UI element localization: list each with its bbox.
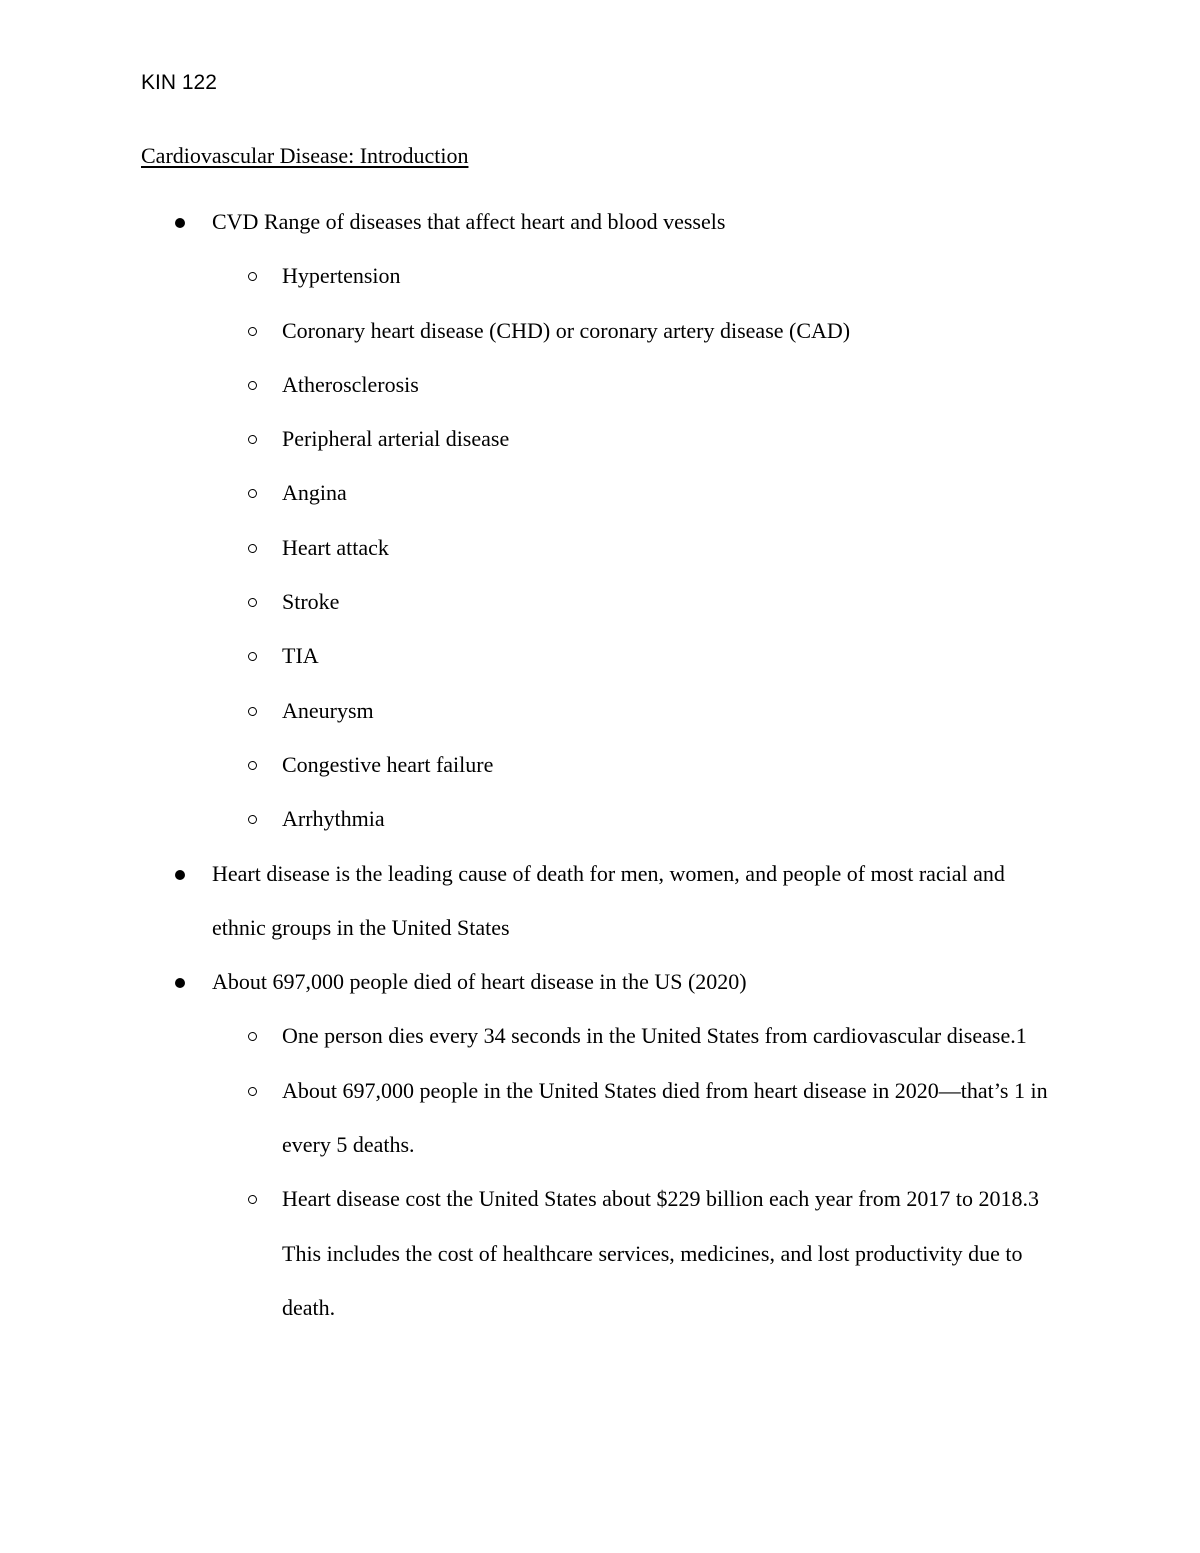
bullet-text: Heart disease is the leading cause of death for men, women, and people of most racial and ethnic groups in the United States <box>212 860 1005 940</box>
sub-bullet-item <box>0 358 1200 412</box>
sub-bullet-list <box>0 1009 1200 1335</box>
sub-bullet-text: Aneurysm <box>282 697 374 723</box>
sub-bullet-text: One person dies every 34 seconds in the United States from cardiovascular disease.1 <box>282 1023 1027 1049</box>
bullet-text: About 697,000 people died of heart disease in the US (2020) <box>212 969 747 995</box>
bullet-item <box>0 195 1200 847</box>
sub-bullet-text: Congestive heart failure <box>282 751 494 777</box>
sub-bullet-item <box>0 466 1200 520</box>
sub-bullet-item <box>0 412 1200 466</box>
sub-bullet-text: About 697,000 people in the United States died from heart disease in 2020—that’s 1 in every 5 deaths. <box>282 1077 1048 1158</box>
sub-bullet-item <box>0 738 1200 792</box>
sub-bullet-text: Stroke <box>282 589 340 615</box>
sub-bullet-item <box>0 249 1200 303</box>
hollow-bullet-icon <box>248 1195 257 1204</box>
hollow-bullet-icon <box>248 489 257 498</box>
sub-bullet-text: TIA <box>282 643 319 669</box>
sub-bullet-text: Angina <box>282 480 347 506</box>
sub-bullet-item <box>0 1009 1200 1063</box>
hollow-bullet-icon <box>248 707 257 716</box>
sub-bullet-text: Peripheral arterial disease <box>282 426 510 452</box>
hollow-bullet-icon <box>248 652 257 661</box>
hollow-bullet-icon <box>248 761 257 770</box>
sub-bullet-text: Heart disease cost the United States about $229 billion each year from 2017 to 2018.3 This includes the cost of healthcare services, medicines, and lost productivity due to death. <box>282 1186 1039 1320</box>
hollow-bullet-icon <box>248 598 257 607</box>
bullet-item <box>0 847 1200 956</box>
sub-bullet-item <box>0 792 1200 846</box>
hollow-bullet-icon <box>248 1032 257 1041</box>
filled-bullet-icon <box>175 870 185 880</box>
document-body <box>0 195 1200 1335</box>
bullet-list <box>0 195 1200 1335</box>
filled-bullet-icon <box>175 978 185 988</box>
sub-bullet-item <box>0 521 1200 575</box>
sub-bullet-list <box>0 249 1200 846</box>
sub-bullet-item <box>0 1172 1200 1335</box>
filled-bullet-icon <box>175 218 185 228</box>
hollow-bullet-icon <box>248 815 257 824</box>
hollow-bullet-icon <box>248 1087 257 1096</box>
bullet-text: CVD Range of diseases that affect heart and blood vessels <box>212 209 726 234</box>
sub-bullet-item <box>0 575 1200 629</box>
sub-bullet-item <box>0 1064 1200 1173</box>
sub-bullet-item <box>0 684 1200 738</box>
sub-bullet-text: Heart attack <box>282 534 389 560</box>
sub-bullet-text: Arrhythmia <box>282 806 385 832</box>
sub-bullet-text: Coronary heart disease (CHD) or coronary artery disease (CAD) <box>282 317 851 343</box>
hollow-bullet-icon <box>248 327 257 336</box>
hollow-bullet-icon <box>248 272 257 281</box>
course-header: KIN 122 <box>141 71 217 94</box>
bullet-item <box>0 955 1200 1335</box>
hollow-bullet-icon <box>248 544 257 553</box>
hollow-bullet-icon <box>248 381 257 390</box>
sub-bullet-text: Hypertension <box>282 263 401 289</box>
section-title: Cardiovascular Disease: Introduction <box>141 143 469 168</box>
sub-bullet-item <box>0 629 1200 683</box>
hollow-bullet-icon <box>248 435 257 444</box>
sub-bullet-item <box>0 304 1200 358</box>
sub-bullet-text: Atherosclerosis <box>282 371 419 397</box>
